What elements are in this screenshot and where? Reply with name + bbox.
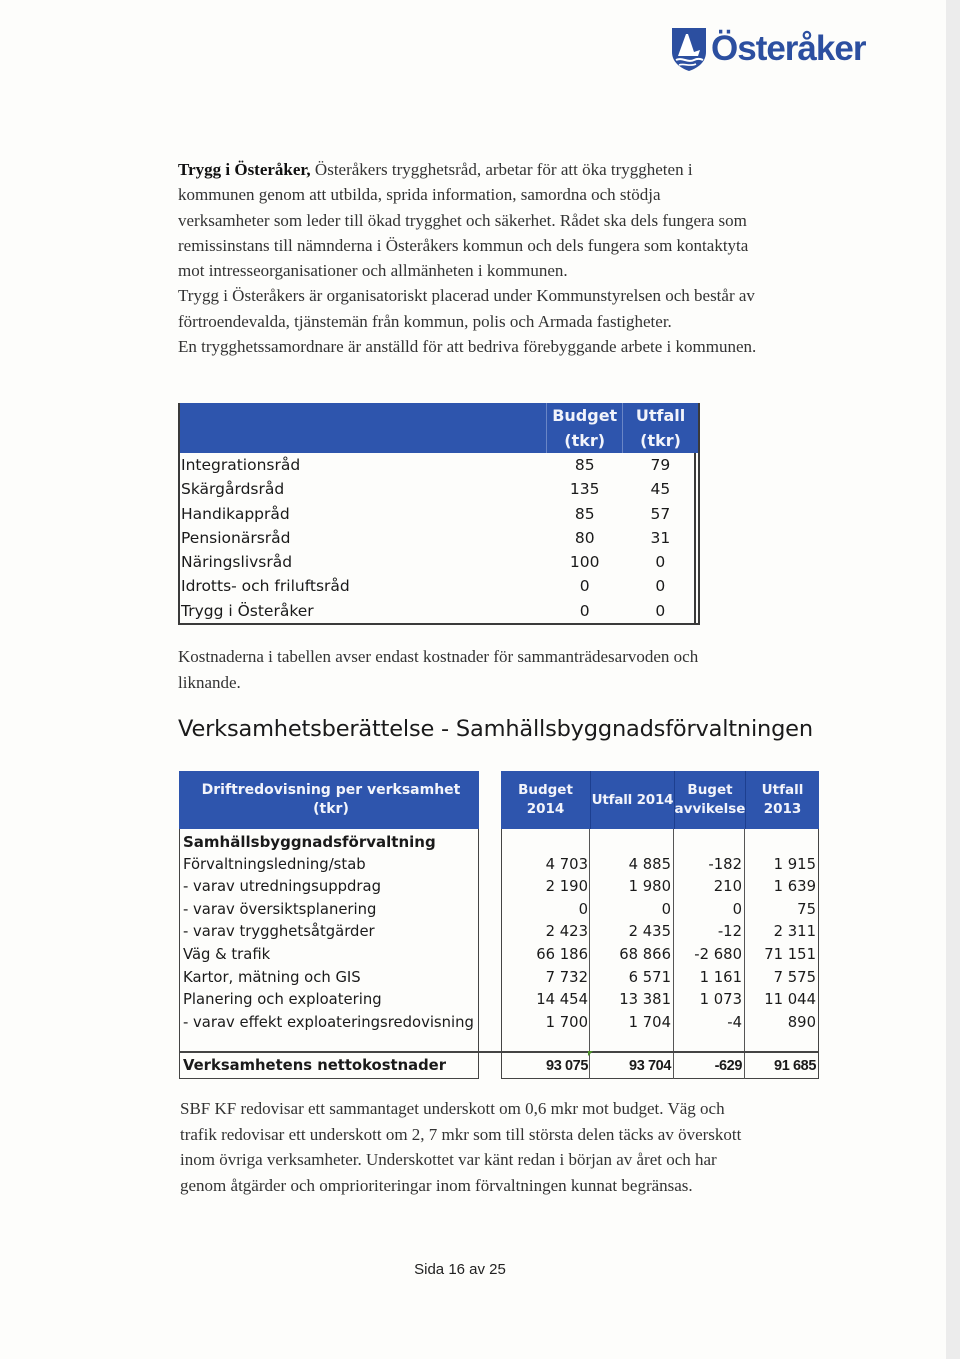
intro-paragraph — [178, 157, 838, 359]
row-outcome: 2 435 — [628, 923, 671, 941]
row-deviation: -4 — [727, 1013, 742, 1031]
municipal-shield-icon — [670, 26, 708, 72]
table-row — [178, 453, 698, 477]
row-label: - varav utredningsuppdrag — [183, 878, 381, 896]
operations-table — [179, 771, 819, 1079]
row-label: Väg & trafik — [183, 946, 271, 963]
osteraker-logo — [670, 26, 865, 72]
header-outcome: Utfall — [623, 403, 698, 428]
table-row — [179, 967, 819, 990]
row-deviation: 0 — [732, 900, 742, 918]
council-budget: 85 — [574, 456, 595, 474]
table-row — [179, 944, 819, 967]
intro-line: Trygg i Österåkers är organisatoriskt placerad under Kommunstyrelsen och består av — [178, 286, 755, 306]
row-outcome: 4 885 — [628, 855, 671, 873]
council-budget: 100 — [569, 553, 600, 572]
total-prev: 91 685 — [774, 1058, 816, 1074]
table-row — [179, 854, 819, 877]
row-prev: 71 151 — [764, 946, 816, 963]
row-label: Förvaltningsledning/stab — [183, 855, 366, 873]
council-outcome: 79 — [650, 456, 671, 474]
row-prev: 1 915 — [773, 855, 816, 873]
table-row — [178, 526, 698, 550]
council-budget: 0 — [579, 577, 590, 596]
council-budget: 135 — [569, 480, 600, 499]
row-outcome: 6 571 — [628, 968, 671, 986]
total-row — [179, 1055, 819, 1078]
row-prev: 75 — [797, 900, 816, 918]
intro-line: mot intresseorganisationer och allmänheten i kommunen. — [178, 261, 568, 281]
row-budget: 66 186 — [536, 946, 588, 963]
row-outcome: 13 381 — [619, 991, 671, 1009]
header-outcome-2014 — [590, 771, 674, 829]
council-name: Trygg i Österåker — [178, 599, 547, 624]
row-deviation: -12 — [717, 923, 742, 941]
row-deviation: 210 — [713, 878, 742, 896]
table-row — [179, 1012, 819, 1035]
row-budget: 2 190 — [545, 878, 588, 896]
council-outcome: 0 — [655, 577, 666, 596]
row-label: - varav effekt exploateringsredovisning — [183, 1013, 474, 1031]
row-label: Kartor, mätning och GIS — [183, 968, 361, 986]
logo-text: Österåker — [711, 29, 866, 68]
header-line: Utfall — [761, 782, 804, 798]
row-budget: 4 703 — [545, 855, 588, 873]
row-prev: 11 044 — [764, 991, 816, 1009]
header-deviation — [674, 771, 745, 829]
total-label: Verksamhetens nettokostnader — [183, 1057, 447, 1074]
table-header-row — [178, 403, 698, 428]
total-budget: 93 075 — [546, 1058, 588, 1074]
summary-line: trafik redovisar ett underskott om 2, 7 mkr som till största delen täcks av överskott — [180, 1124, 742, 1144]
header-budget-unit: (tkr) — [547, 428, 623, 453]
intro-line: förtroendevalda, tjänstemän från kommun, polis och Armada fastigheter. — [178, 311, 672, 331]
row-prev: 2 311 — [773, 923, 816, 941]
intro-text: Österåkers trygghetsråd, arbetar för att öka tryggheten i — [310, 160, 693, 179]
table-row — [179, 921, 819, 944]
table-row — [179, 899, 819, 922]
council-cost-table — [178, 403, 698, 625]
row-prev: 1 639 — [773, 878, 816, 896]
council-name: Integrationsråd — [181, 456, 301, 474]
row-budget: 1 700 — [545, 1013, 588, 1031]
table-row — [178, 477, 698, 501]
header-line: Budget — [518, 782, 573, 798]
header-line: 2013 — [763, 801, 802, 817]
header-outcome-unit: (tkr) — [623, 428, 698, 453]
council-name: Skärgårdsråd — [181, 480, 285, 499]
header-empty-cell — [178, 403, 547, 428]
page-footer — [0, 1261, 960, 1278]
row-deviation: 1 161 — [699, 968, 742, 986]
section-heading: Verksamhetsberättelse - Samhällsbyggnadsförvaltningen — [178, 716, 813, 742]
header-main: Driftredovisning per verksamhet (tkr) — [179, 771, 479, 829]
table-row — [178, 574, 698, 598]
row-deviation: -2 680 — [694, 946, 742, 963]
row-deviation: -182 — [708, 855, 742, 873]
table-row — [179, 989, 819, 1012]
header-line: 2014 — [526, 801, 565, 817]
total-deviation: -629 — [714, 1058, 742, 1074]
note-line: liknande. — [178, 672, 241, 692]
table-row — [178, 550, 698, 574]
council-outcome: 57 — [650, 504, 671, 523]
page-edge — [946, 0, 960, 1359]
council-note — [178, 644, 838, 695]
header-budget: Budget — [547, 403, 623, 428]
intro-line — [178, 157, 838, 182]
summary-line: inom övriga verksamheter. Underskottet var känt redan i början av året och har — [180, 1150, 717, 1169]
row-budget: 14 454 — [536, 991, 588, 1009]
table-header-row — [178, 428, 698, 453]
row-prev: 890 — [787, 1013, 816, 1031]
row-budget: 2 423 — [545, 923, 588, 941]
header-empty-cell — [178, 428, 547, 453]
council-budget: 0 — [547, 599, 623, 624]
row-budget: 7 732 — [545, 968, 588, 986]
table-row — [178, 502, 698, 526]
intro-line: kommunen genom att utbilda, sprida information, samordna och stödja — [178, 185, 661, 205]
council-budget: 85 — [574, 504, 595, 523]
summary-paragraph — [180, 1096, 840, 1198]
intro-bold-lead: Trygg i Österåker, — [178, 160, 311, 179]
total-separator — [179, 1051, 819, 1053]
council-name: Pensionärsråd — [181, 528, 291, 547]
intro-line: verksamheter som leder till ökad trygghet och säkerhet. Rådet ska dels fungera som — [178, 210, 747, 230]
council-budget: 80 — [574, 528, 595, 547]
header-line: avvikelse — [674, 801, 746, 817]
intro-line: remissinstans till nämnderna i Österåkers kommun och dels fungera som kontaktyta — [178, 235, 749, 255]
council-outcome: 45 — [650, 480, 671, 499]
group-row — [179, 831, 819, 854]
intro-line: En trygghetssamordnare är anställd för att bedriva förebyggande arbete i kommunen. — [178, 337, 757, 357]
total-outcome: 93 704 — [629, 1058, 671, 1074]
row-outcome: 1 980 — [628, 878, 671, 896]
page-number: Sida 16 av 25 — [414, 1261, 506, 1278]
table-border — [694, 453, 696, 625]
header-outcome-2013 — [745, 771, 819, 829]
note-line: Kostnaderna i tabellen avser endast kostnader för sammanträdesarvoden och — [178, 647, 699, 666]
row-label: Planering och exploatering — [183, 991, 382, 1009]
row-outcome: 1 704 — [628, 1013, 671, 1031]
row-label: - varav trygghetsåtgärder — [183, 923, 375, 941]
council-name: Handikappråd — [181, 504, 290, 523]
council-name: Idrotts- och friluftsråd — [181, 577, 350, 596]
table-row — [178, 599, 698, 624]
council-outcome: 0 — [655, 553, 666, 572]
row-prev: 7 575 — [773, 968, 816, 986]
row-outcome: 0 — [661, 900, 671, 918]
header-line: Utfall 2014 — [591, 791, 674, 808]
council-name: Näringslivsråd — [181, 553, 293, 572]
council-outcome: 31 — [650, 528, 671, 547]
council-outcome: 0 — [623, 599, 698, 624]
summary-line: genom åtgärder och omprioriteringar inom förvaltningen kunnat begränsas. — [180, 1175, 693, 1195]
row-outcome: 68 866 — [619, 946, 671, 963]
row-budget: 0 — [578, 900, 588, 918]
summary-line: SBF KF redovisar ett sammantaget underskott om 0,6 mkr mot budget. Väg och — [180, 1099, 725, 1118]
row-label: - varav översiktsplanering — [183, 900, 377, 918]
header-line: Buget — [687, 782, 733, 798]
header-budget-2014 — [501, 771, 590, 829]
table-row — [179, 876, 819, 899]
group-label: Samhällsbyggnadsförvaltning — [183, 833, 436, 851]
row-deviation: 1 073 — [699, 991, 742, 1009]
